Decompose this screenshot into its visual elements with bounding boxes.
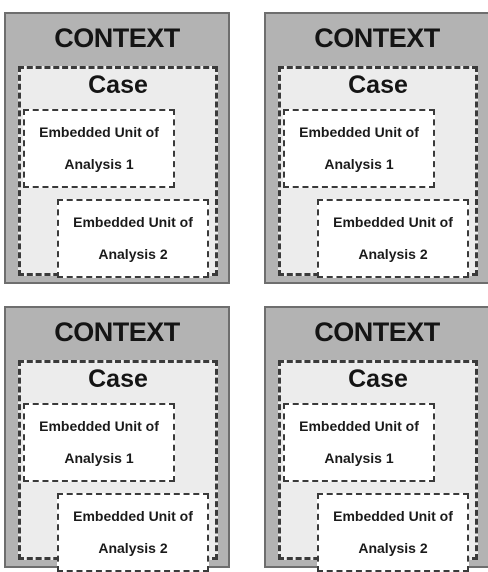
- case-box: [18, 66, 218, 276]
- unit-label-line-1: Embedded Unit of: [333, 214, 453, 230]
- unit-label-line-2: Analysis 1: [64, 450, 134, 466]
- embedded-unit-2: [317, 199, 469, 278]
- case-box: [278, 360, 478, 560]
- embedded-unit-2: [57, 493, 209, 572]
- unit-label-line-2: Analysis 2: [98, 540, 168, 556]
- context-panel-top-left: [4, 12, 230, 284]
- case-box: [278, 66, 478, 276]
- embedded-unit-1: [283, 403, 435, 482]
- case-title: Case: [88, 365, 148, 393]
- embedded-unit-2: [57, 199, 209, 278]
- context-panel-top-right: [264, 12, 488, 284]
- case-title: Case: [88, 71, 148, 99]
- unit-label-line-2: Analysis 1: [64, 156, 134, 172]
- context-title: CONTEXT: [54, 23, 180, 53]
- unit-label-line-2: Analysis 2: [358, 246, 428, 262]
- context-title: CONTEXT: [314, 23, 440, 53]
- case-title: Case: [348, 71, 408, 99]
- unit-label-line-1: Embedded Unit of: [299, 124, 419, 140]
- unit-label-line-2: Analysis 2: [358, 540, 428, 556]
- embedded-unit-1: [283, 109, 435, 188]
- context-panel-bottom-right: [264, 306, 488, 568]
- unit-label-line-2: Analysis 2: [98, 246, 168, 262]
- context-panel-bottom-left: [4, 306, 230, 568]
- unit-label-line-1: Embedded Unit of: [299, 418, 419, 434]
- embedded-unit-1: [23, 403, 175, 482]
- unit-label-line-2: Analysis 1: [324, 450, 394, 466]
- case-box: [18, 360, 218, 560]
- unit-label-line-2: Analysis 1: [324, 156, 394, 172]
- context-title: CONTEXT: [314, 317, 440, 347]
- unit-label-line-1: Embedded Unit of: [333, 508, 453, 524]
- case-title: Case: [348, 365, 408, 393]
- embedded-unit-1: [23, 109, 175, 188]
- embedded-unit-2: [317, 493, 469, 572]
- context-title: CONTEXT: [54, 317, 180, 347]
- unit-label-line-1: Embedded Unit of: [73, 508, 193, 524]
- unit-label-line-1: Embedded Unit of: [39, 124, 159, 140]
- unit-label-line-1: Embedded Unit of: [73, 214, 193, 230]
- unit-label-line-1: Embedded Unit of: [39, 418, 159, 434]
